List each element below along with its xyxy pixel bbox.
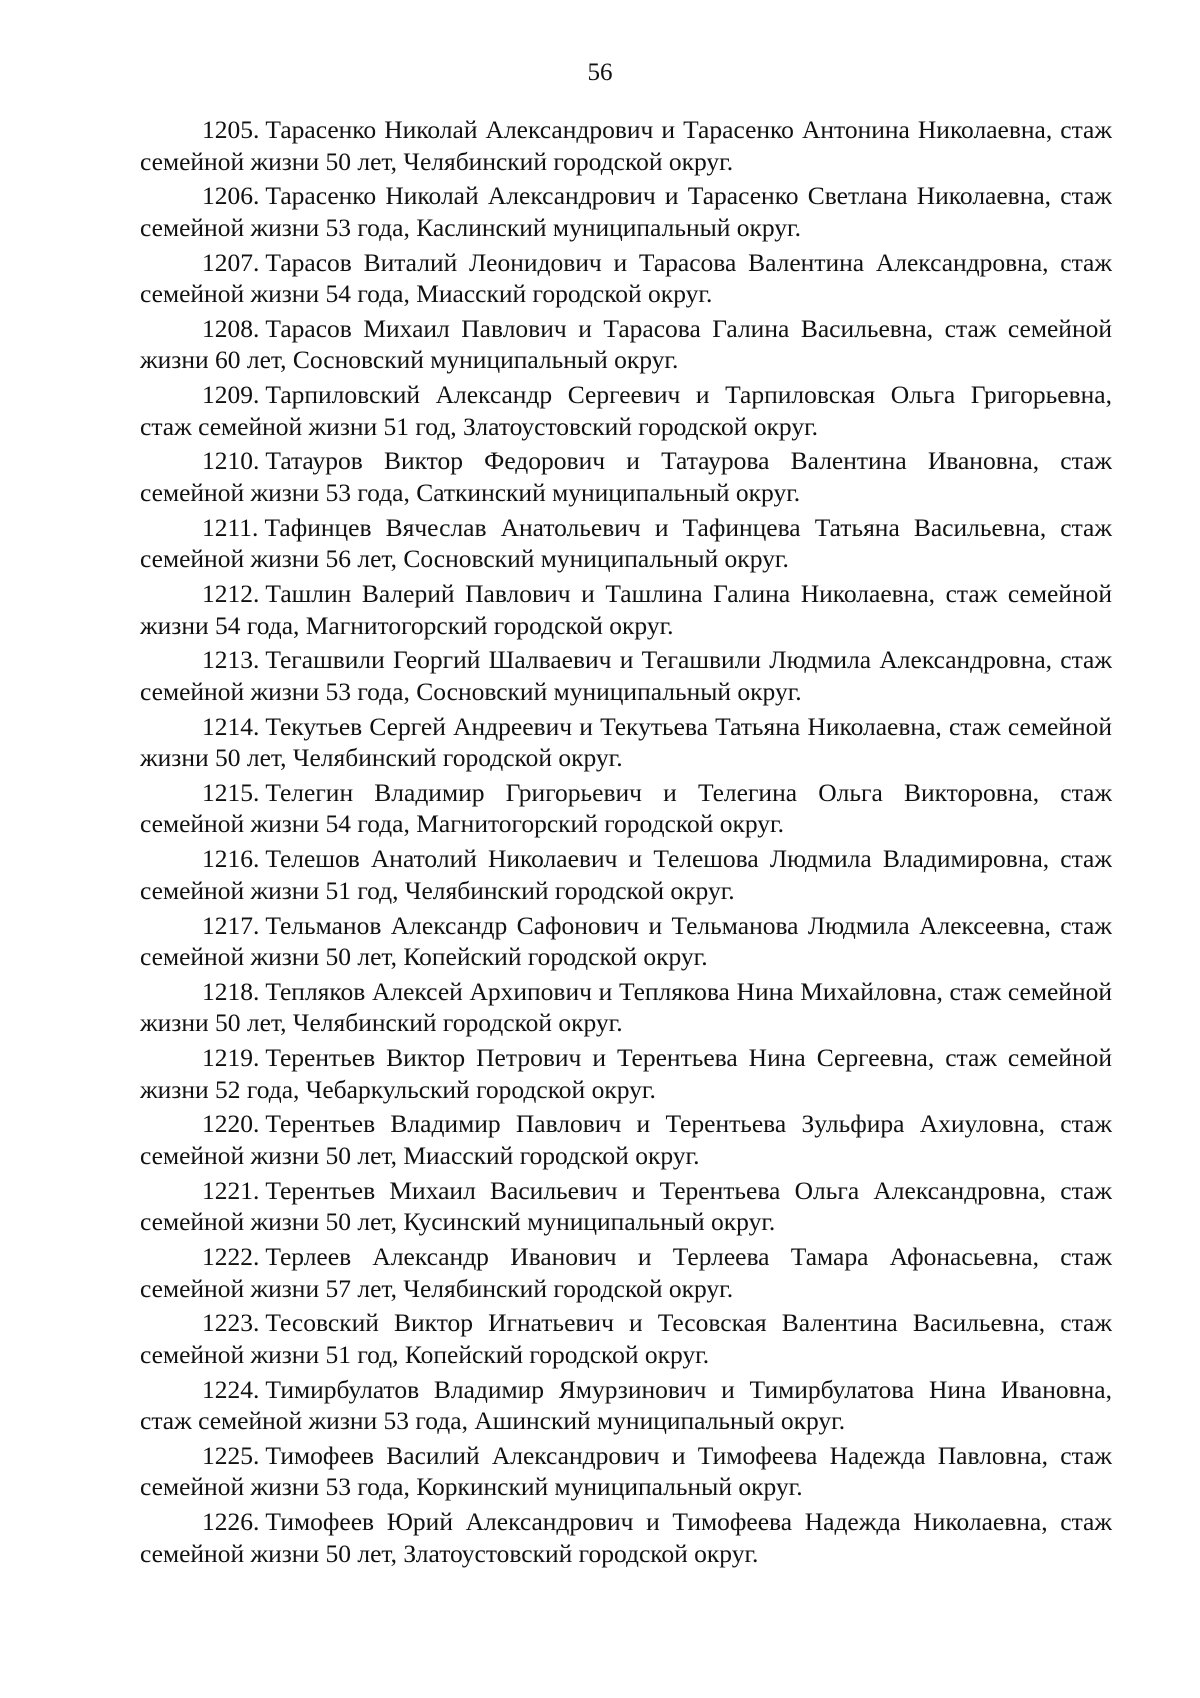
entry-text: Тарасенко Николай Александрович и Тарасенко Антонина Николаевна, стаж семейной жизни 50 лет, Челябинский городской округ.	[140, 115, 1112, 176]
entry-number: 1216.	[202, 844, 260, 874]
entry-text: Терентьев Михаил Васильевич и Терентьева Ольга Александровна, стаж семейной жизни 50 лет, Кусинский муниципальный округ.	[140, 1175, 1112, 1237]
entry-number: 1226.	[202, 1507, 260, 1537]
entry-text: Тимофеев Василий Александрович и Тимофеева Надежда Павловна, стаж семейной жизни 53 года, Коркинский муниципальный округ.	[140, 1440, 1112, 1502]
entry-number: 1212.	[202, 579, 260, 609]
entry-text: Тельманов Александр Сафонович и Тельманова Людмила Алексеевна, стаж семейной жизни 50 лет, Копейский городской округ.	[140, 910, 1112, 972]
entry-text: Тарасов Виталий Леонидович и Тарасова Валентина Александровна, стаж семейной жизни 54 года, Миасский городской округ.	[140, 247, 1112, 309]
list-item	[140, 1108, 1112, 1171]
entry-text: Татауров Виктор Федорович и Татаурова Валентина Ивановна, стаж семейной жизни 53 года, Саткинский муниципальный округ.	[140, 446, 1112, 507]
entry-number: 1219.	[202, 1043, 260, 1073]
list-item	[140, 976, 1112, 1039]
entry-text: Ташлин Валерий Павлович и Ташлина Галина Николаевна, стаж семейной жизни 54 года, Магнитогорский городской округ.	[140, 579, 1112, 640]
list-item	[140, 1042, 1112, 1105]
entry-text: Тесовский Виктор Игнатьевич и Тесовская Валентина Васильевна, стаж семейной жизни 51 год, Копейский городской округ.	[140, 1308, 1112, 1369]
entry-number: 1210.	[202, 446, 260, 476]
list-item	[140, 1175, 1112, 1238]
entry-number: 1222.	[202, 1242, 260, 1272]
entry-list	[140, 114, 1112, 1573]
entry-text: Терентьев Виктор Петрович и Терентьева Нина Сергеевна, стаж семейной жизни 52 года, Чебаркульский городской округ.	[140, 1043, 1112, 1104]
entry-number: 1205.	[202, 115, 260, 144]
entry-text: Тарпиловский Александр Сергеевич и Тарпиловская Ольга Григорьевна, стаж семейной жизни 51 год, Златоустовский городской округ.	[140, 380, 1112, 441]
entry-text: Тепляков Алексей Архипович и Теплякова Нина Михайловна, стаж семейной жизни 50 лет, Челябинский городской округ.	[140, 976, 1112, 1038]
entry-text: Тегашвили Георгий Шалваевич и Тегашвили Людмила Александровна, стаж семейной жизни 53 года, Сосновский муниципальный округ.	[140, 645, 1112, 706]
entry-text: Тимирбулатов Владимир Ямурзинович и Тимирбулатова Нина Ивановна, стаж семейной жизни 53 года, Ашинский муниципальный округ.	[140, 1374, 1112, 1436]
entry-number: 1214.	[202, 711, 260, 741]
entry-text: Терлеев Александр Иванович и Терлеева Тамара Афонасьевна, стаж семейной жизни 57 лет, Челябинский городской округ.	[140, 1242, 1112, 1303]
entry-number: 1220.	[202, 1109, 260, 1139]
entry-number: 1211.	[202, 512, 259, 542]
list-item	[140, 1440, 1112, 1503]
entry-text: Телешов Анатолий Николаевич и Телешова Людмила Владимировна, стаж семейной жизни 51 год, Челябинский городской округ.	[140, 844, 1112, 905]
list-item	[140, 910, 1112, 973]
entry-text: Текутьев Сергей Андреевич и Текутьева Татьяна Николаевна, стаж семейной жизни 50 лет, Челябинский городской округ.	[140, 711, 1112, 773]
entry-number: 1221.	[202, 1175, 260, 1205]
entry-text: Тафинцев Вячеслав Анатольевич и Тафинцева Татьяна Васильевна, стаж семейной жизни 56 лет, Сосновский муниципальный округ.	[140, 512, 1112, 574]
entry-number: 1218.	[202, 976, 260, 1006]
list-item	[140, 247, 1112, 310]
entry-number: 1213.	[202, 645, 260, 675]
list-item	[140, 445, 1112, 508]
entry-number: 1215.	[202, 777, 260, 807]
list-item	[140, 1506, 1112, 1569]
list-item	[140, 1241, 1112, 1304]
entry-text: Телегин Владимир Григорьевич и Телегина Ольга Викторовна, стаж семейной жизни 54 года, Магнитогорский городской округ.	[140, 777, 1112, 839]
list-item	[140, 1374, 1112, 1437]
list-item	[140, 114, 1112, 177]
page-number: 56	[587, 59, 613, 86]
entry-number: 1207.	[202, 247, 260, 277]
list-item	[140, 843, 1112, 906]
entry-number: 1225.	[202, 1440, 260, 1470]
entry-text: Терентьев Владимир Павлович и Терентьева Зульфира Ахиуловна, стаж семейной жизни 50 лет, Миасский городской округ.	[140, 1109, 1112, 1170]
entry-text: Тарасов Михаил Павлович и Тарасова Галина Васильевна, стаж семейной жизни 60 лет, Сосновский муниципальный округ.	[140, 313, 1112, 375]
list-item	[140, 379, 1112, 442]
list-item	[140, 777, 1112, 840]
list-item	[140, 711, 1112, 774]
list-item	[140, 313, 1112, 376]
entry-number: 1217.	[202, 910, 260, 940]
list-item	[140, 512, 1112, 575]
entry-number: 1223.	[202, 1308, 260, 1338]
list-item	[140, 1307, 1112, 1370]
entry-number: 1209.	[202, 380, 260, 410]
entry-text: Тимофеев Юрий Александрович и Тимофеева Надежда Николаевна, стаж семейной жизни 50 лет, Златоустовский городской округ.	[140, 1507, 1112, 1568]
entry-number: 1208.	[202, 313, 260, 343]
list-item	[140, 578, 1112, 641]
entry-number: 1224.	[202, 1374, 260, 1404]
entry-text: Тарасенко Николай Александрович и Тарасенко Светлана Николаевна, стаж семейной жизни 53 года, Каслинский муниципальный округ.	[140, 181, 1112, 242]
list-item	[140, 180, 1112, 243]
list-item	[140, 644, 1112, 707]
entry-number: 1206.	[202, 181, 260, 211]
